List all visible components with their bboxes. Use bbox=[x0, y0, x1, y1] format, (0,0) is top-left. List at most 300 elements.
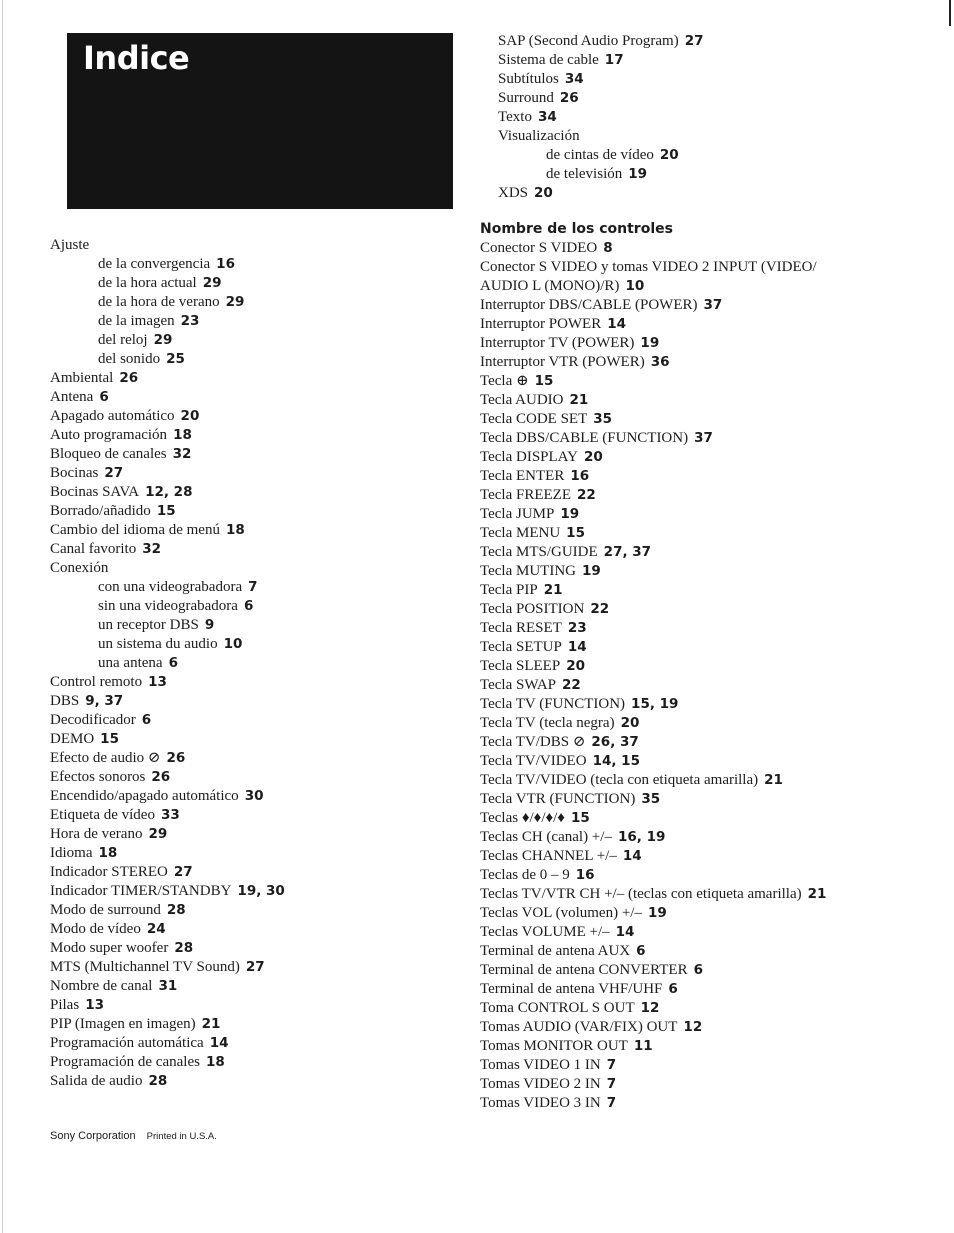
index-entry-page: 7 bbox=[248, 579, 258, 595]
index-entry bbox=[480, 904, 940, 923]
index-entry-page: 29 bbox=[148, 826, 168, 842]
index-entry-page: 28 bbox=[166, 902, 186, 918]
index-entry bbox=[50, 616, 480, 635]
index-entry-page: 13 bbox=[148, 674, 167, 690]
index-entry-text: Ambiental bbox=[50, 370, 114, 386]
index-entry-text: Programación de canales bbox=[50, 1054, 200, 1070]
index-entry bbox=[480, 334, 940, 353]
index-entry-page: 34 bbox=[537, 109, 557, 125]
index-entry bbox=[50, 882, 480, 901]
index-entry-text: de televisión bbox=[546, 166, 623, 182]
index-entry-page: 14 bbox=[209, 1035, 229, 1051]
index-entry bbox=[480, 638, 940, 657]
index-entry-text: de la imagen bbox=[98, 313, 175, 329]
index-entry bbox=[50, 787, 480, 806]
index-entry-text: Indicador TIMER/STANDBY bbox=[50, 883, 232, 899]
index-entry bbox=[480, 733, 940, 752]
index-entry-text: Apagado automático bbox=[50, 408, 175, 424]
index-entry bbox=[480, 695, 940, 714]
index-entry-page: 29 bbox=[225, 294, 245, 310]
index-entry-text: Teclas ♦/♦/♦/♦ bbox=[480, 810, 565, 826]
index-entry-page: 23 bbox=[567, 620, 587, 636]
index-entry-text: Efectos sonoros bbox=[50, 769, 146, 785]
index-entry bbox=[480, 600, 940, 619]
index-entry-text: Teclas de 0 – 9 bbox=[480, 867, 570, 883]
index-entry bbox=[480, 828, 940, 847]
index-entry-page: 14 bbox=[615, 924, 635, 940]
index-entry-text: de cintas de vídeo bbox=[546, 147, 654, 163]
index-entry-page: 28 bbox=[174, 940, 194, 956]
index-entry bbox=[480, 999, 940, 1018]
index-entry bbox=[50, 464, 480, 483]
index-entry bbox=[50, 806, 480, 825]
index-entry bbox=[480, 277, 940, 296]
index-entry bbox=[50, 920, 480, 939]
index-entry-text: Antena bbox=[50, 389, 94, 405]
index-entry-page: 10 bbox=[625, 278, 645, 294]
index-entry bbox=[50, 1015, 480, 1034]
index-entry bbox=[50, 844, 480, 863]
index-entry-text: de la hora actual bbox=[98, 275, 197, 291]
index-entry-page: 31 bbox=[158, 978, 178, 994]
index-entry bbox=[480, 429, 940, 448]
index-entry-text: de la convergencia bbox=[98, 256, 211, 272]
index-entry-text: Terminal de antena VHF/UHF bbox=[480, 981, 663, 997]
index-entry-page: 23 bbox=[180, 313, 200, 329]
index-entry-text: Tecla CODE SET bbox=[480, 411, 588, 427]
index-entry-page: 10 bbox=[223, 636, 243, 652]
controls-section-heading: Nombre de los controles bbox=[480, 221, 673, 237]
index-entry-text: Tecla TV/DBS ⊘ bbox=[480, 734, 586, 750]
index-entry bbox=[50, 597, 480, 616]
index-entry-text: Tecla TV (tecla negra) bbox=[480, 715, 615, 731]
index-entry-text: Control remoto bbox=[50, 674, 143, 690]
index-entry-text: Efecto de audio ⊘ bbox=[50, 750, 161, 766]
index-entry-text: Tecla VTR (FUNCTION) bbox=[480, 791, 636, 807]
index-entry bbox=[50, 692, 480, 711]
index-entry bbox=[50, 1053, 480, 1072]
index-entry-text: Conector S VIDEO bbox=[480, 240, 598, 256]
index-entry-text: Tecla ENTER bbox=[480, 468, 565, 484]
index-entry-text: Tecla ⊕ bbox=[480, 373, 529, 389]
index-entry-text: un receptor DBS bbox=[98, 617, 199, 633]
index-entry-text: Cambio del idioma de menú bbox=[50, 522, 220, 538]
index-entry bbox=[50, 521, 480, 540]
index-entry-page: 6 bbox=[668, 981, 678, 997]
index-entry bbox=[480, 942, 940, 961]
index-entry bbox=[50, 939, 480, 958]
index-entry-text: Interruptor VTR (POWER) bbox=[480, 354, 645, 370]
index-entry bbox=[50, 350, 480, 369]
index-entry-text: Tecla TV/VIDEO bbox=[480, 753, 587, 769]
index-entry-page: 15 bbox=[566, 525, 585, 541]
index-entry-page: 18 bbox=[173, 427, 192, 443]
index-entry bbox=[480, 410, 940, 429]
index-entry bbox=[498, 51, 938, 70]
index-entry bbox=[480, 866, 940, 885]
index-entry bbox=[480, 524, 940, 543]
index-entry-text: Tecla PIP bbox=[480, 582, 538, 598]
index-entry-text: Encendido/apagado automático bbox=[50, 788, 239, 804]
index-entry-page: 26 bbox=[166, 750, 186, 766]
index-entry-text: una antena bbox=[98, 655, 163, 671]
index-entry bbox=[480, 676, 940, 695]
index-entry bbox=[50, 578, 480, 597]
index-entry-page: 14 bbox=[567, 639, 587, 655]
index-entry-text: Bloqueo de canales bbox=[50, 446, 167, 462]
index-entry-page: 15 bbox=[156, 503, 176, 519]
index-entry bbox=[480, 486, 940, 505]
index-entry-page: 6 bbox=[141, 712, 152, 728]
page-edge-line bbox=[2, 0, 3, 1233]
index-entry-text: Teclas CH (canal) +/– bbox=[480, 829, 612, 845]
index-entry bbox=[480, 809, 940, 828]
index-entry bbox=[480, 752, 940, 771]
index-entry bbox=[480, 961, 940, 980]
index-entry-text: XDS bbox=[498, 185, 529, 201]
index-entry bbox=[480, 1018, 940, 1037]
index-entry-page: 37 bbox=[703, 297, 723, 313]
index-entry bbox=[480, 505, 940, 524]
index-entry-text: PIP (Imagen en imagen) bbox=[50, 1016, 196, 1032]
index-entry-text: Tecla SLEEP bbox=[480, 658, 561, 674]
index-entry-page: 36 bbox=[650, 354, 670, 370]
index-entry-text: Surround bbox=[498, 90, 554, 106]
index-entry-text: Borrado/añadido bbox=[50, 503, 151, 519]
index-entry bbox=[50, 863, 480, 882]
index-entry-page: 19, 30 bbox=[237, 883, 285, 899]
index-entry-text: Bocinas SAVA bbox=[50, 484, 140, 500]
index-entry bbox=[50, 1034, 480, 1053]
index-entry bbox=[50, 312, 480, 331]
index-entry-text: Visualización bbox=[498, 128, 580, 144]
index-entry-page: 21 bbox=[764, 772, 783, 788]
index-entry bbox=[480, 771, 940, 790]
index-entry-text: del sonido bbox=[98, 351, 161, 367]
index-entry-text: Nombre de canal bbox=[50, 978, 153, 994]
index-entry-text: AUDIO L (MONO)/R) bbox=[480, 278, 620, 294]
index-entry-text: Canal favorito bbox=[50, 541, 137, 557]
index-entry bbox=[50, 749, 480, 768]
index-entry-page: 37 bbox=[694, 430, 713, 446]
index-entry-page: 19 bbox=[628, 166, 648, 182]
index-entry-page: 14 bbox=[622, 848, 642, 864]
index-entry-text: Teclas VOL (volumen) +/– bbox=[480, 905, 642, 921]
index-entry bbox=[498, 184, 938, 203]
index-entry-text: Idioma bbox=[50, 845, 93, 861]
index-entry-text: de la hora de verano bbox=[98, 294, 220, 310]
index-entry-page: 34 bbox=[564, 71, 584, 87]
index-entry bbox=[498, 32, 938, 51]
index-entry bbox=[498, 70, 938, 89]
index-entry-page: 7 bbox=[606, 1076, 617, 1092]
index-entry-text: Tecla RESET bbox=[480, 620, 562, 636]
index-entry-text: Subtítulos bbox=[498, 71, 559, 87]
index-entry-page: 19 bbox=[560, 506, 580, 522]
footer-company: Sony Corporation bbox=[50, 1130, 136, 1142]
index-entry-page: 19 bbox=[582, 563, 601, 579]
index-entry-text: Tecla JUMP bbox=[480, 506, 555, 522]
index-entry-text: sin una videograbadora bbox=[98, 598, 238, 614]
index-entry-page: 22 bbox=[577, 487, 596, 503]
index-entry-text: Tecla TV (FUNCTION) bbox=[480, 696, 626, 712]
index-entry bbox=[480, 1056, 940, 1075]
index-entry bbox=[480, 1075, 940, 1094]
index-entry-text: Tecla MTS/GUIDE bbox=[480, 544, 598, 560]
index-entry bbox=[50, 255, 480, 274]
index-entry-page: 18 bbox=[98, 845, 118, 861]
index-entry bbox=[50, 711, 480, 730]
index-entry bbox=[498, 127, 938, 146]
index-entry-page: 27, 37 bbox=[603, 544, 652, 560]
index-entry bbox=[480, 372, 940, 391]
index-entry-text: Teclas TV/VTR CH +/– (teclas con etiqueta amarilla) bbox=[480, 886, 802, 902]
index-entry bbox=[480, 391, 940, 410]
index-entry-text: Tecla SWAP bbox=[480, 677, 557, 693]
index-left-column bbox=[50, 236, 480, 1091]
index-entry-text: Texto bbox=[498, 109, 532, 125]
index-entry-page: 21 bbox=[543, 582, 563, 598]
index-entry-page: 15 bbox=[534, 373, 554, 389]
index-entry-text: Tecla MUTING bbox=[480, 563, 576, 579]
index-entry-page: 12 bbox=[640, 1000, 660, 1016]
index-entry-text: Tecla SETUP bbox=[480, 639, 562, 655]
index-entry bbox=[480, 296, 940, 315]
index-entry bbox=[50, 369, 480, 388]
index-entry bbox=[50, 388, 480, 407]
index-entry bbox=[480, 562, 940, 581]
index-entry-text: SAP (Second Audio Program) bbox=[498, 33, 679, 49]
index-entry bbox=[480, 657, 940, 676]
index-entry-page: 21 bbox=[201, 1016, 221, 1032]
index-entry bbox=[480, 315, 940, 334]
index-entry-text: Tecla MENU bbox=[480, 525, 561, 541]
index-entry bbox=[480, 353, 940, 372]
index-entry bbox=[498, 108, 938, 127]
index-entry bbox=[50, 331, 480, 350]
index-entry-page: 16 bbox=[570, 468, 590, 484]
index-entry-page: 22 bbox=[562, 677, 581, 693]
index-entry-text: Tomas VIDEO 2 IN bbox=[480, 1076, 601, 1092]
index-entry-page: 25 bbox=[166, 351, 185, 367]
index-entry-page: 18 bbox=[225, 522, 245, 538]
index-entry-page: 35 bbox=[641, 791, 661, 807]
index-entry-page: 16 bbox=[216, 256, 235, 272]
index-entry bbox=[50, 483, 480, 502]
index-entry bbox=[498, 165, 938, 184]
index-entry-text: Interruptor POWER bbox=[480, 316, 602, 332]
index-entry bbox=[50, 673, 480, 692]
index-entry-text: MTS (Multichannel TV Sound) bbox=[50, 959, 240, 975]
index-entry-page: 6 bbox=[243, 598, 254, 614]
index-entry bbox=[50, 236, 480, 255]
index-entry-page: 14 bbox=[607, 316, 627, 332]
index-entry bbox=[50, 407, 480, 426]
index-entry-page: 21 bbox=[569, 392, 589, 408]
index-entry-page: 21 bbox=[807, 886, 827, 902]
index-entry-text: Modo de vídeo bbox=[50, 921, 141, 937]
index-entry bbox=[50, 1072, 480, 1091]
index-entry-page: 16, 19 bbox=[617, 829, 666, 845]
index-entry-page: 12 bbox=[683, 1019, 703, 1035]
index-entry-page: 6 bbox=[168, 655, 178, 671]
index-entry bbox=[50, 502, 480, 521]
index-entry-page: 6 bbox=[99, 389, 109, 405]
index-entry-page: 13 bbox=[85, 997, 104, 1013]
index-entry-text: Decodificador bbox=[50, 712, 136, 728]
index-entry-text: Teclas CHANNEL +/– bbox=[480, 848, 617, 864]
index-entry bbox=[50, 730, 480, 749]
index-entry-page: 6 bbox=[693, 962, 703, 978]
index-entry-page: 7 bbox=[606, 1095, 617, 1111]
index-entry-text: del reloj bbox=[98, 332, 148, 348]
index-entry-text: Tomas VIDEO 3 IN bbox=[480, 1095, 601, 1111]
index-entry-page: 28 bbox=[148, 1073, 168, 1089]
index-entry-page: 26 bbox=[119, 370, 139, 386]
index-entry bbox=[480, 467, 940, 486]
index-entry bbox=[480, 581, 940, 600]
index-entry-page: 33 bbox=[160, 807, 180, 823]
index-entry bbox=[50, 996, 480, 1015]
index-entry-text: Conexión bbox=[50, 560, 109, 576]
index-entry-page: 8 bbox=[603, 240, 613, 256]
index-entry-text: Pilas bbox=[50, 997, 80, 1013]
index-entry-page: 32 bbox=[142, 541, 162, 557]
index-entry-page: 15, 19 bbox=[631, 696, 679, 712]
index-entry bbox=[498, 89, 938, 108]
index-entry-text: Interruptor DBS/CABLE (POWER) bbox=[480, 297, 698, 313]
index-entry-text: Programación automática bbox=[50, 1035, 204, 1051]
index-entry bbox=[480, 1094, 940, 1113]
index-entry-page: 16 bbox=[575, 867, 595, 883]
index-entry-page: 32 bbox=[172, 446, 192, 462]
index-entry bbox=[50, 901, 480, 920]
index-entry-page: 18 bbox=[205, 1054, 225, 1070]
index-entry bbox=[480, 923, 940, 942]
index-entry-text: Sistema de cable bbox=[498, 52, 599, 68]
index-entry-page: 29 bbox=[153, 332, 173, 348]
index-entry-page: 24 bbox=[146, 921, 166, 937]
index-entry-page: 29 bbox=[202, 275, 222, 291]
index-entry bbox=[50, 274, 480, 293]
index-entry-page: 20 bbox=[180, 408, 200, 424]
index-entry-page: 20 bbox=[659, 147, 679, 163]
page-footer bbox=[50, 1130, 217, 1142]
index-entry-page: 26 bbox=[559, 90, 579, 106]
index-entry-page: 19 bbox=[647, 905, 667, 921]
index-entry-text: Tecla DBS/CABLE (FUNCTION) bbox=[480, 430, 689, 446]
index-entry bbox=[480, 885, 940, 904]
index-entry bbox=[480, 543, 940, 562]
index-entry-text: DEMO bbox=[50, 731, 95, 747]
index-entry-page: 20 bbox=[583, 449, 603, 465]
index-entry-page: 26, 37 bbox=[591, 734, 639, 750]
index-entry-text: DBS bbox=[50, 693, 80, 709]
index-entry-text: Interruptor TV (POWER) bbox=[480, 335, 635, 351]
index-entry-text: Tecla FREEZE bbox=[480, 487, 572, 503]
index-entry-text: un sistema du audio bbox=[98, 636, 218, 652]
index-entry-text: Tomas AUDIO (VAR/FIX) OUT bbox=[480, 1019, 678, 1035]
index-entry bbox=[50, 958, 480, 977]
index-entry-page: 15 bbox=[570, 810, 590, 826]
index-entry bbox=[50, 559, 480, 578]
index-entry-page: 30 bbox=[244, 788, 264, 804]
index-entry-text: Hora de verano bbox=[50, 826, 143, 842]
index-entry-page: 15 bbox=[100, 731, 119, 747]
index-entry-page: 22 bbox=[590, 601, 610, 617]
index-entry bbox=[480, 619, 940, 638]
index-entry-text: Auto programación bbox=[50, 427, 168, 443]
index-entry-page: 20 bbox=[534, 185, 553, 201]
index-entry-text: Tecla POSITION bbox=[480, 601, 585, 617]
index-entry bbox=[50, 445, 480, 464]
index-entry-page: 17 bbox=[604, 52, 624, 68]
index-entry-text: Toma CONTROL S OUT bbox=[480, 1000, 635, 1016]
index-entry-page: 6 bbox=[636, 943, 646, 959]
index-entry bbox=[480, 847, 940, 866]
index-entry-text: Etiqueta de vídeo bbox=[50, 807, 155, 823]
index-entry bbox=[50, 293, 480, 312]
index-entry-page: 19 bbox=[640, 335, 660, 351]
index-entry-page: 11 bbox=[633, 1038, 653, 1054]
index-entry-text: Tecla TV/VIDEO (tecla con etiqueta amarilla) bbox=[480, 772, 759, 788]
index-entry bbox=[50, 540, 480, 559]
index-entry-text: Tomas MONITOR OUT bbox=[480, 1038, 628, 1054]
index-entry-text: Modo de surround bbox=[50, 902, 161, 918]
index-entry bbox=[480, 790, 940, 809]
index-entry-page: 14, 15 bbox=[592, 753, 640, 769]
page-edge-mark bbox=[949, 0, 951, 26]
index-entry-text: Terminal de antena AUX bbox=[480, 943, 631, 959]
index-entry-page: 12, 28 bbox=[145, 484, 193, 500]
index-header-block bbox=[67, 33, 453, 209]
index-entry-text: Tecla AUDIO bbox=[480, 392, 564, 408]
index-entry-text: Teclas VOLUME +/– bbox=[480, 924, 610, 940]
index-entry-page: 9, 37 bbox=[85, 693, 124, 709]
controls-list bbox=[480, 239, 940, 1113]
index-entry-text: con una videograbadora bbox=[98, 579, 243, 595]
index-entry-text: Salida de audio bbox=[50, 1073, 143, 1089]
index-entry-page: 27 bbox=[684, 33, 704, 49]
index-entry-text: Terminal de antena CONVERTER bbox=[480, 962, 688, 978]
index-entry bbox=[50, 654, 480, 673]
index-entry-page: 7 bbox=[606, 1057, 617, 1073]
page-title: Indice bbox=[83, 39, 190, 77]
index-entry bbox=[480, 239, 940, 258]
index-entry-text: Conector S VIDEO y tomas VIDEO 2 INPUT (VIDEO/ bbox=[480, 259, 817, 275]
index-entry bbox=[480, 980, 940, 999]
index-right-top-column bbox=[498, 32, 938, 203]
index-entry-text: Tecla DISPLAY bbox=[480, 449, 578, 465]
index-entry bbox=[50, 426, 480, 445]
index-entry-page: 20 bbox=[620, 715, 640, 731]
index-entry-page: 27 bbox=[173, 864, 193, 880]
controls-section bbox=[480, 220, 940, 1113]
footer-printed: Printed in U.S.A. bbox=[146, 1131, 217, 1142]
index-entry bbox=[50, 977, 480, 996]
index-entry-text: Tomas VIDEO 1 IN bbox=[480, 1057, 601, 1073]
index-entry bbox=[480, 258, 940, 277]
index-entry-page: 27 bbox=[245, 959, 265, 975]
index-entry-text: Bocinas bbox=[50, 465, 99, 481]
index-entry bbox=[480, 1037, 940, 1056]
index-entry-page: 20 bbox=[566, 658, 585, 674]
index-entry-text: Ajuste bbox=[50, 237, 90, 253]
index-entry bbox=[480, 714, 940, 733]
index-entry bbox=[50, 768, 480, 787]
index-entry-page: 26 bbox=[151, 769, 171, 785]
index-entry-text: Modo super woofer bbox=[50, 940, 169, 956]
